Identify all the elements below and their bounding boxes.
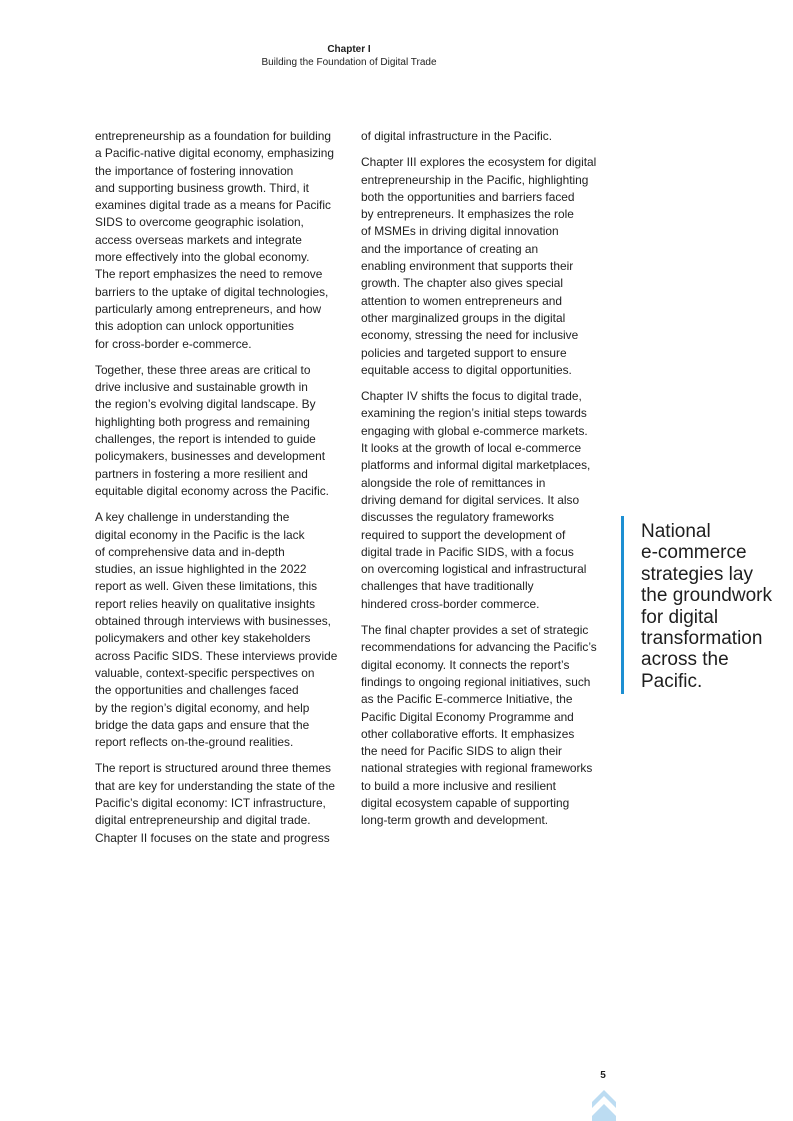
text-line: and supporting business growth. Third, it <box>95 180 309 195</box>
chevron-lower <box>592 1104 616 1121</box>
chapter-label: Chapter I <box>327 44 371 55</box>
text-line: findings to ongoing regional initiatives, such <box>361 674 591 689</box>
text-line: the region’s evolving digital landscape. By <box>95 397 316 412</box>
text-line: the need for Pacific SIDS to align their <box>361 744 562 759</box>
text-line: equitable digital economy across the Pacific. <box>95 483 329 498</box>
text-line: driving demand for digital services. It also <box>361 492 580 507</box>
text-line: report relies heavily on qualitative insights <box>95 596 316 611</box>
text-line: studies, an issue highlighted in the 2022 <box>95 562 307 577</box>
text-line: report as well. Given these limitations, this <box>95 579 318 594</box>
text-line: more effectively into the global economy. <box>95 250 310 265</box>
text-line: National <box>641 521 711 542</box>
text-line: a Pacific-native digital economy, emphasizing <box>95 146 335 161</box>
text-line: Chapter III explores the ecosystem for digital <box>361 155 597 170</box>
running-header <box>0 43 698 69</box>
text-line: for cross-border e-commerce. <box>95 336 252 351</box>
text-line: A key challenge in understanding the <box>95 510 290 525</box>
text-line: partners in fostering a more resilient and <box>95 466 308 481</box>
text-line: for digital <box>641 606 719 628</box>
text-line: of comprehensive data and in-depth <box>95 544 285 559</box>
text-line: digital entrepreneurship and digital trade. <box>95 813 311 828</box>
text-line: obtained through interviews with businesses, <box>95 614 331 629</box>
text-line: long-term growth and development. <box>361 813 549 828</box>
chapter-title: Building the Foundation of Digital Trade <box>261 57 437 68</box>
text-line: equitable access to digital opportunities. <box>361 362 572 377</box>
text-line: across the <box>641 649 729 671</box>
text-line: economy, stressing the need for inclusive <box>361 328 579 343</box>
text-line: SIDS to overcome geographic isolation, <box>95 215 304 230</box>
text-line: that are key for understanding the state of the <box>95 778 335 793</box>
text-line: by the region’s digital economy, and help <box>95 700 310 715</box>
text-line: as the Pacific E-commerce Initiative, the <box>361 692 573 707</box>
text-line: growth. The chapter also gives special <box>361 276 564 291</box>
text-line: recommendations for advancing the Pacific’s <box>361 640 597 655</box>
text-line: to build a more inclusive and resilient <box>361 778 556 793</box>
text-line: access overseas markets and integrate <box>95 232 302 247</box>
text-line: strategies lay <box>641 563 753 585</box>
text-line: It looks at the growth of local e-commerce <box>361 441 582 456</box>
paragraph <box>95 760 345 846</box>
text-line: alongside the role of remittances in <box>361 475 546 490</box>
text-line: policymakers, businesses and development <box>95 449 326 464</box>
text-line: Pacific. <box>641 670 703 692</box>
text-line: The report is structured around three themes <box>95 761 331 776</box>
text-line: on overcoming logistical and infrastructural <box>361 562 587 577</box>
paragraph <box>95 362 345 500</box>
paragraph <box>95 128 345 353</box>
text-line: required to support the development of <box>361 527 566 542</box>
text-line: Chapter IV shifts the focus to digital trade, <box>361 389 582 404</box>
text-line: enabling environment that supports their <box>361 259 574 274</box>
text-column-left <box>95 128 345 856</box>
text-line: the importance of fostering innovation <box>95 163 294 178</box>
text-line: and the importance of creating an <box>361 241 539 256</box>
text-line: barriers to the uptake of digital technologies, <box>95 284 329 299</box>
page-number: 5 <box>600 1070 606 1081</box>
paragraph <box>361 622 606 830</box>
text-line: this adoption can unlock opportunities <box>95 319 294 334</box>
double-chevron-up-icon <box>590 1088 618 1121</box>
text-column-middle <box>361 128 606 839</box>
text-line: digital trade in Pacific SIDS, with a focus <box>361 544 574 559</box>
text-line: policies and targeted support to ensure <box>361 345 567 360</box>
text-line: transformation <box>641 628 763 650</box>
text-line: challenges, the report is intended to guide <box>95 432 316 447</box>
text-line: of digital infrastructure in the Pacific. <box>361 129 552 143</box>
text-line: digital ecosystem capable of supporting <box>361 795 570 810</box>
text-line: other collaborative efforts. It emphasizes <box>361 726 575 741</box>
text-line: national strategies with regional frameworks <box>361 761 593 776</box>
text-line: report reflects on-the-ground realities. <box>95 735 294 750</box>
text-line: Pacific’s digital economy: ICT infrastructure, <box>95 795 326 810</box>
paragraph <box>361 388 606 613</box>
text-line: challenges that have traditionally <box>361 579 534 594</box>
text-line: attention to women entrepreneurs and <box>361 293 562 308</box>
text-line: hindered cross-border commerce. <box>361 596 540 611</box>
paragraph <box>361 128 606 145</box>
text-line: Pacific Digital Economy Programme and <box>361 709 574 724</box>
text-line: policymakers and other key stakeholders <box>95 631 311 646</box>
text-line: e-commerce <box>641 542 747 564</box>
text-line: Chapter II focuses on the state and progress <box>95 830 330 845</box>
text-line: bridge the data gaps and ensure that the <box>95 717 310 732</box>
text-line: examines digital trade as a means for Pacific <box>95 198 331 213</box>
text-line: examining the region’s initial steps towards <box>361 406 587 421</box>
paragraph <box>95 509 345 751</box>
text-line: both the opportunities and barriers faced <box>361 189 575 204</box>
paragraph <box>361 154 606 379</box>
pull-quote <box>621 516 784 694</box>
text-line: other marginalized groups in the digital <box>361 310 566 325</box>
text-line: discusses the regulatory frameworks <box>361 510 554 525</box>
text-line: The report emphasizes the need to remove <box>95 267 323 282</box>
text-line: entrepreneurship in the Pacific, highlighting <box>361 172 589 187</box>
text-line: highlighting both progress and remaining <box>95 414 310 429</box>
text-line: particularly among entrepreneurs, and how <box>95 301 322 316</box>
text-line: Together, these three areas are critical to <box>95 362 311 377</box>
text-line: valuable, context-specific perspectives on <box>95 665 315 680</box>
pull-quote-text <box>624 516 784 692</box>
text-line: by entrepreneurs. It emphasizes the role <box>361 207 574 222</box>
text-line: The final chapter provides a set of strategic <box>361 623 589 638</box>
text-line: digital economy. It connects the report’s <box>361 657 570 672</box>
text-line: platforms and informal digital marketplaces, <box>361 458 591 473</box>
text-line: the opportunities and challenges faced <box>95 683 299 698</box>
text-line: entrepreneurship as a foundation for building <box>95 129 331 143</box>
text-line: of MSMEs in driving digital innovation <box>361 224 559 239</box>
text-line: the groundwork <box>641 585 772 607</box>
text-line: engaging with global e-commerce markets. <box>361 423 588 438</box>
text-line: drive inclusive and sustainable growth in <box>95 380 308 395</box>
text-line: across Pacific SIDS. These interviews provide <box>95 648 338 663</box>
text-line: digital economy in the Pacific is the lack <box>95 527 305 542</box>
